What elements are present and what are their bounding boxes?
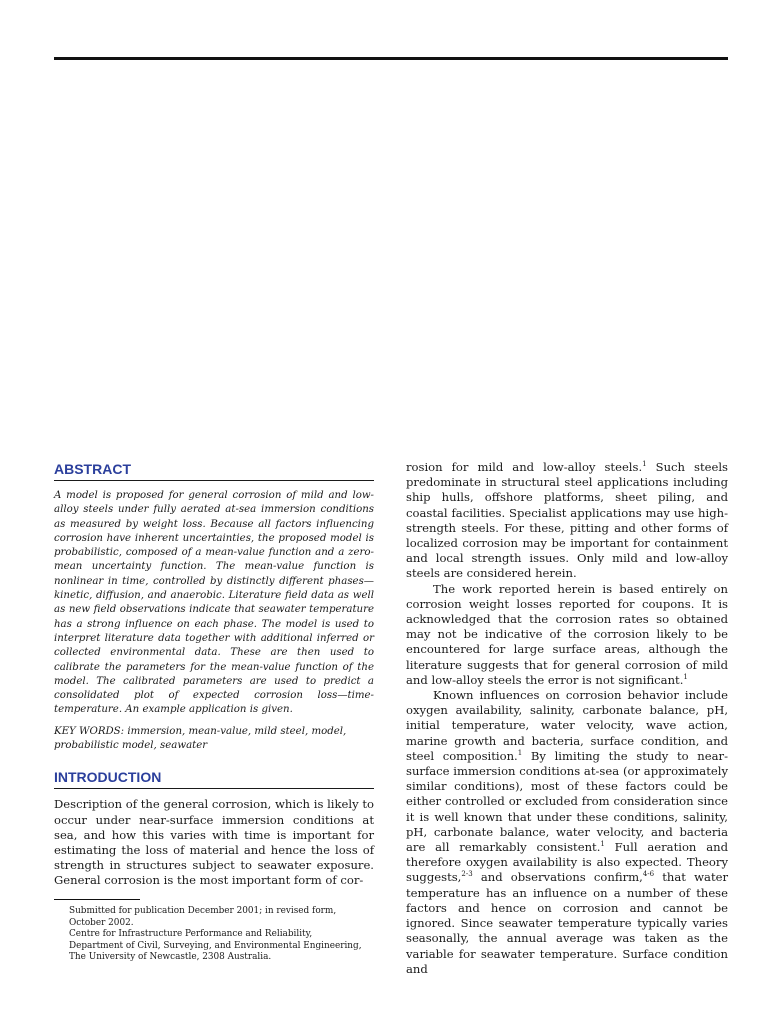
top-rule bbox=[54, 57, 728, 60]
footnote-submitted: Submitted for publication December 2001; in revised form, October 2002. bbox=[69, 906, 337, 928]
keywords-label: KEY WORDS: bbox=[54, 725, 125, 737]
footnote-rule bbox=[54, 899, 140, 900]
left-column bbox=[54, 460, 374, 889]
citation: 1 bbox=[683, 672, 688, 681]
citation: 4-6 bbox=[642, 870, 655, 879]
citation: 1 bbox=[517, 749, 523, 757]
citation: 2-3 bbox=[461, 870, 473, 879]
text-run: that water temperature has an influence on a number of these factors and hence on corrosion and cannot be ignored. Since seawater temperature typically varies seasonally, the annual average was taken as the variable for seawater temperature. Surface condition and bbox=[406, 870, 729, 976]
introduction-text: Description of the general corrosion, which is likely to occur under near-surface immersion conditions at sea, and how this varies with time is important for estimating the loss of material and hence the loss of strength in structures subject to seawater exposure. General corrosion is the most important form of cor- bbox=[54, 797, 374, 888]
text-run: Such steels predominate in structural steel applications including ship hulls, offshore platforms, sheet piling, and coastal facilities. Specialist applications may use high-strength steels. For these, pitting and other forms of localized corrosion may be important for containment and local strength issues. Only mild and low-alloy steels are considered herein. bbox=[406, 460, 728, 581]
keywords bbox=[54, 725, 374, 754]
citation: 1 bbox=[600, 840, 605, 849]
text-run: rosion for mild and low-alloy steels. bbox=[406, 460, 643, 474]
text-run: The work reported herein is based entirely on corrosion weight losses reported for coupons. It is acknowledged that the corrosion rates so obtained may not be indicative of the corrosion likely to be encountered for large surface areas, although the literature suggests that for general corrosion of mild and low-alloy steels the error is not significant. bbox=[406, 581, 728, 687]
text-run: and observations confirm, bbox=[472, 870, 643, 885]
text-run: Full aeration and therefore oxygen availability is also expected. Theory suggests, bbox=[406, 840, 728, 885]
abstract-text: A model is proposed for general corrosion of mild and low-alloy steels under fully aerated at-sea immersion conditions as measured by weight loss. Because all factors influencing corrosion have inherent uncertainties, the proposed model is probabilistic, composed of a mean-value function and a zero-mean uncertainty function. The mean-value function is nonlinear in time, controlled by distinctly different phases—kinetic, diffusion, and anaerobic. Literature field data as well as new field observations indicate that seawater temperature has a strong influence on each phase. The model is used to interpret literature data together with additional inferred or collected environmental data. These are then used to calibrate the parameters for the mean-value function of the model. The calibrated parameters are used to predict a consolidated plot of expected corrosion loss—time-temperature. An example application is given. bbox=[54, 490, 374, 716]
abstract-heading: ABSTRACT bbox=[54, 460, 374, 481]
body-paragraph-2 bbox=[406, 582, 728, 688]
body-paragraph-3 bbox=[406, 688, 728, 977]
text-run: By limiting the study to near-surface immersion conditions at-sea (or approximately similar conditions), most of these factors could be either controlled or excluded from consideration since it is well known that under these conditions, salinity, pH, carbonate balance, water velocity, and bacteria are all remarkably consistent. bbox=[406, 748, 728, 855]
footnotes bbox=[69, 906, 369, 964]
footnote-affiliation: Centre for Infrastructure Performance and Reliability, Department of Civil, Surveying, and Environmental Engineering, The University of Newcastle, 2308 Australia. bbox=[69, 929, 362, 963]
keywords-list: immersion, mean-value, mild steel, model, probabilistic model, seawater bbox=[54, 725, 347, 752]
body-paragraph-1 bbox=[406, 460, 728, 582]
right-column bbox=[406, 460, 728, 977]
citation: 1 bbox=[642, 460, 647, 469]
introduction-heading: INTRODUCTION bbox=[54, 768, 374, 789]
text-run: Known influences on corrosion behavior include oxygen availability, salinity, carbonate balance, pH, initial temperature, water velocity, wave action, marine growth and bacteria, surface condition, and steel composition. bbox=[406, 688, 728, 763]
